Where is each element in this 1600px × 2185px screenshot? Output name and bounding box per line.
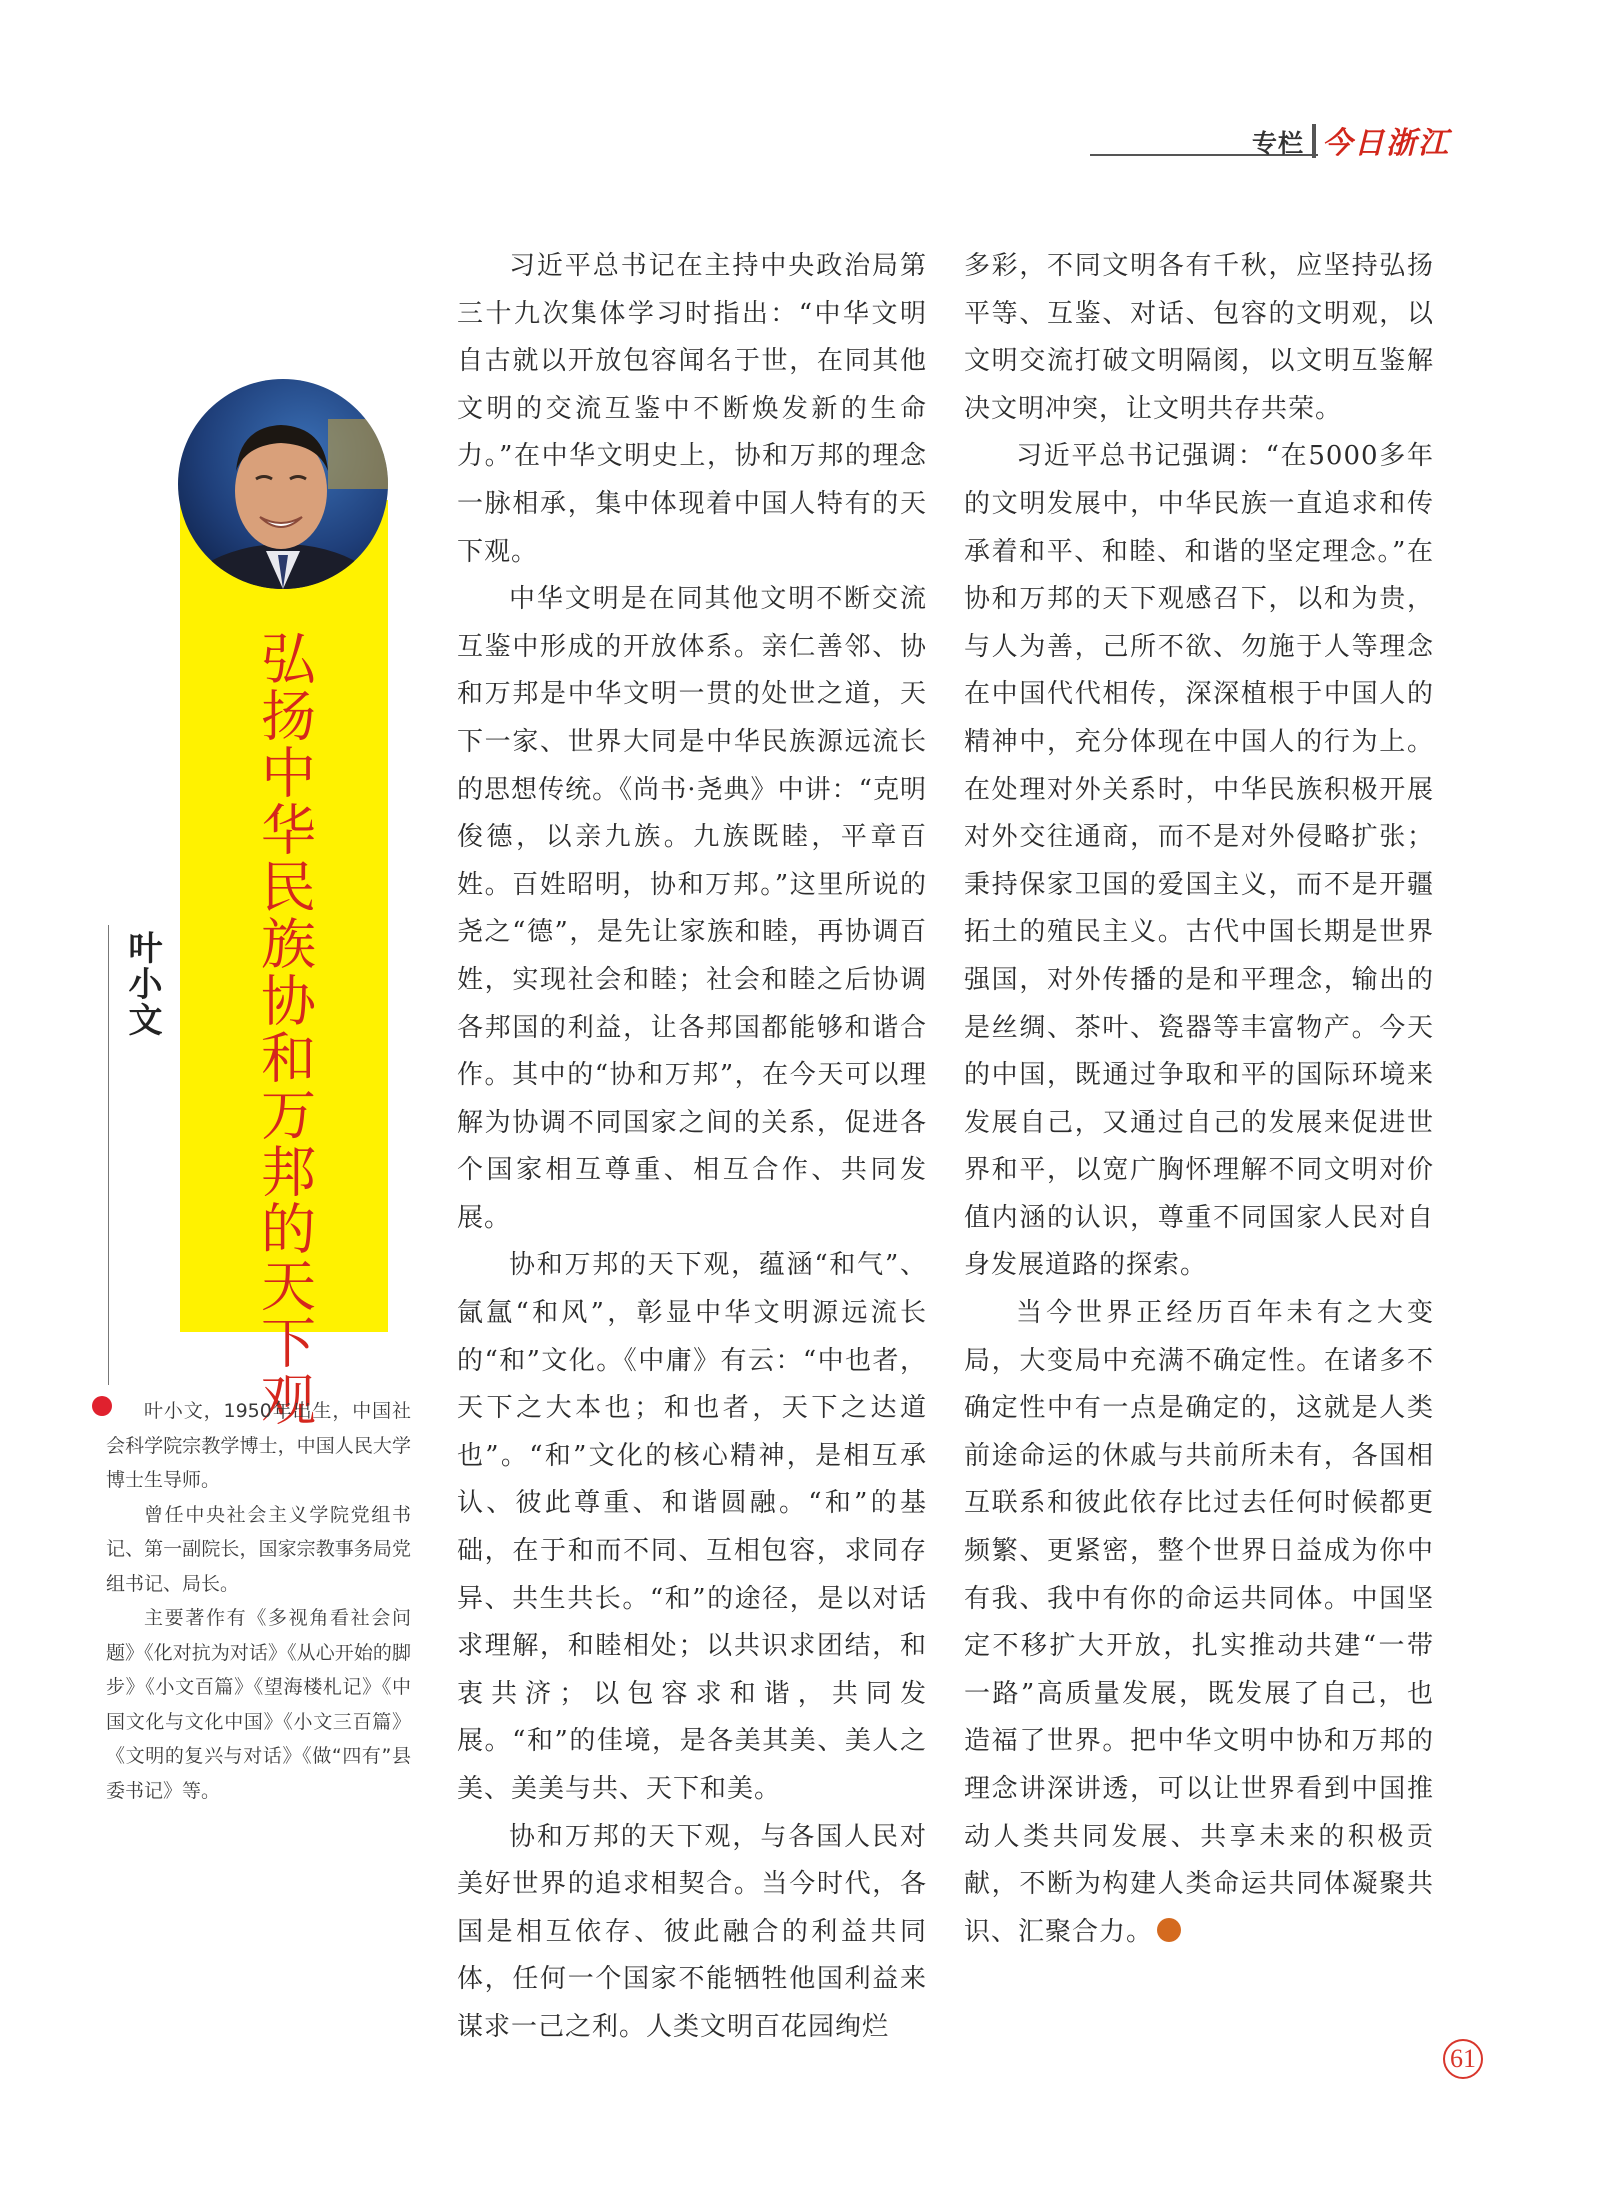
- author-rule: [108, 925, 109, 1385]
- header-divider: [1312, 124, 1316, 158]
- page-number: 61: [1443, 2039, 1483, 2079]
- body-column-2: [964, 243, 1434, 1956]
- paragraph: 协和万邦的天下观，与各国人民对美好世界的追求相契合。当今时代，各国是相互依存、彼此融合的利益共同体，任何一个国家不能牺牲他国利益来谋求一己之利。人类文明百花园绚烂: [457, 1821, 927, 2042]
- author-photo: [178, 379, 388, 589]
- author-name: 叶小文: [122, 930, 162, 1038]
- bio-paragraph: 主要著作有《多视角看社会问题》《化对抗为对话》《从心开始的脚步》《小文百篇》《望海楼札记》《中国文化与文化中国》《小文三百篇》《文明的复兴与对话》《做“四有”县委书记》等。: [106, 1607, 411, 1802]
- paragraph-text: 当今世界正经历百年未有之大变局，大变局中充满不确定性。在诸多不确定性中有一点是确定的，这就是人类前途命运的休戚与共前所未有，各国相互联系和彼此依存比过去任何时候都更频繁、更紧密，整个世界日益成为你中有我、我中有你的命运共同体。中国坚定不移扩大开放，扎实推动共建“一带一路”高质量发展，既发展了自己，也造福了世界。把中华文明中协和万邦的理念讲深讲透，可以让世界看到中国推动人类共同发展、共享未来的积极贡献，不断为构建人类命运共同体凝聚共识、汇聚合力。: [964, 1298, 1434, 1947]
- bio-paragraph: 曾任中央社会主义学院党组书记、第一副院长，国家宗教事务局党组书记、局长。: [106, 1503, 411, 1595]
- column-label: 专栏: [1252, 129, 1305, 158]
- paragraph: 习近平总书记在主持中央政治局第三十九次集体学习时指出：“中华文明自古就以开放包容闻名于世，在同其他文明的交流互鉴中不断焕发新的生命力。”在中华文明史上，协和万邦的理念一脉相承，集中体现着中国人特有的天下观。: [457, 251, 927, 567]
- magazine-logo: 今日浙江: [1322, 126, 1450, 161]
- body-column-1: [457, 243, 927, 2052]
- end-mark-icon: [1157, 1918, 1181, 1942]
- paragraph-last: [964, 1290, 1434, 1956]
- paragraph: 中华文明是在同其他文明不断交流互鉴中形成的开放体系。亲仁善邻、协和万邦是中华文明一贯的处世之道，天下一家、世界大同是中华民族源远流长的思想传统。《尚书·尧典》中讲：“克明俊德，以亲九族。九族既睦，平章百姓。百姓昭明，协和万邦。”这里所说的尧之“德”，是先让家族和睦，再协调百姓，实现社会和睦；社会和睦之后协调各邦国的利益，让各邦国都能够和谐合作。其中的“协和万邦”，在今天可以理解为协调不同国家之间的关系，促进各个国家相互尊重、相互合作、共同发展。: [457, 584, 927, 1233]
- paragraph: 协和万邦的天下观，蕴涵“和气”、氤氲“和风”，彰显中华文明源远流长的“和”文化。《中庸》有云：“中也者，天下之大本也；和也者，天下之达道也”。“和”文化的核心精神，是相互承认、彼此尊重、和谐圆融。“和”的基础，在于和而不同、互相包容，求同存异、共生共长。“和”的途径，是以对话求理解，和睦相处；以共识求团结，和衷共济；以包容求和谐，共同发展。“和”的佳境，是各美其美、美人之美、美美与共、天下和美。: [457, 1250, 927, 1804]
- author-bio: [106, 1394, 411, 1808]
- article-title: 弘扬中华民族协和万邦的天下观: [252, 630, 316, 1428]
- bio-paragraph: 叶小文，1950年出生，中国社会科学院宗教学博士，中国人民大学博士生导师。: [106, 1400, 411, 1491]
- paragraph: 习近平总书记强调：“在5000多年的文明发展中，中华民族一直追求和传承着和平、和睦、和谐的坚定理念。”在协和万邦的天下观感召下，以和为贵，与人为善，己所不欲、勿施于人等理念在中国代代相传，深深植根于中国人的精神中，充分体现在中国人的行为上。在处理对外关系时，中华民族积极开展对外交往通商，而不是对外侵略扩张；秉持保家卫国的爱国主义，而不是开疆拓土的殖民主义。古代中国长期是世界强国，对外传播的是和平理念，输出的是丝绸、茶叶、瓷器等丰富物产。今天的中国，既通过争取和平的国际环境来发展自己，又通过自己的发展来促进世界和平，以宽广胸怀理解不同文明对价值内涵的认识，尊重不同国家人民对自身发展道路的探索。: [964, 441, 1434, 1281]
- paragraph: 多彩，不同文明各有千秋，应坚持弘扬平等、互鉴、对话、包容的文明观，以文明交流打破文明隔阂，以文明互鉴解决文明冲突，让文明共存共荣。: [964, 251, 1434, 424]
